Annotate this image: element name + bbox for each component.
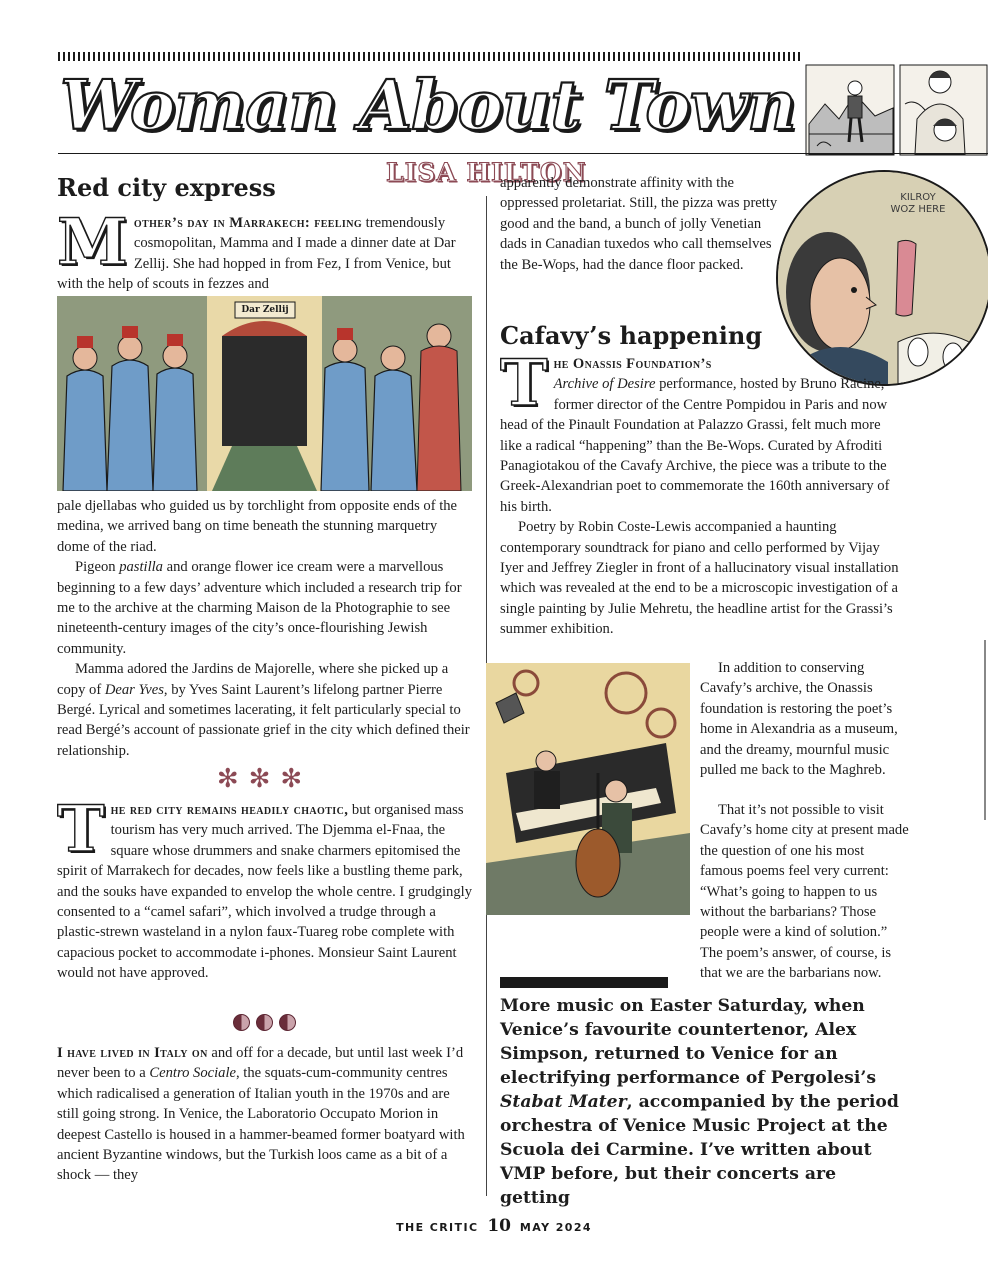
masthead-rule <box>58 153 988 154</box>
dar-zellij-illustration <box>57 296 472 491</box>
right-section-4: The Onassis Foundation’s Archive of Desire performance, hosted by Bruno Racine, former director of the Centre Pompidou in Paris and now head of the Pinault Foundation at Palazzo Grassi, felt much more like a radical “happening” than the Be-Wops. Curated by Afroditi Panagiotakou of the Cavafy Archive, the piece was a tribute to the Greek-Alexandrian poet to commemorate the 160th anniversary of his birth. Poetry by Robin Coste-Lewis accompanied a haunting contemporary soundtrack for piano and cello performed by Vijay Iyer and Jeffrey Ziegler in front of a hallucinatory visual installation which was revealed at the end to be a microscopic investigation of a single painting by Julie Mehretu, the headline artist for the Grassi’s summer exhibition. <box>500 346 899 638</box>
byline: LISA HILTON <box>386 158 587 187</box>
edge-mark <box>984 640 986 820</box>
dar-zellij-sign: Dar Zellij <box>241 305 289 315</box>
left-section-2: The red city remains headily chaotic, but organised mass tourism has very much arrived. The Djemma el-Fnaa, the square whose drummers and snake charmers epitomised the spirit of Marrakech for decades, now feels like a bustling theme park, and the souks have expanded to envelop the whole centre. I grudgingly consented to a “camel safari”, which involved a trudge through a plastic-strewn wasteland in a nylon faux-Tuareg robe complete with capacious pocket to accommodate i-phones. Monsieur Saint Laurent would not have approved. <box>57 792 472 982</box>
section-dots <box>57 1014 472 1035</box>
dot-icon <box>256 1014 273 1031</box>
footer <box>0 1216 988 1236</box>
graffiti-text: KILROY WOZ HERE <box>890 192 946 215</box>
right-cont-paragraph <box>500 173 790 275</box>
section-stars: ✻✻✻ <box>216 764 313 794</box>
drop-cap: T <box>500 346 548 421</box>
drop-cap: M <box>57 205 128 280</box>
left-section-1: Mother’s day in Marrakech: feeling tremendously cosmopolitan, Mamma and I made a dinner date at Dar Zellij. She had hopped in from Fez, I from Venice, but with the help of scouts in fezzes and <box>57 205 456 293</box>
left-section-3: I have lived in Italy on and off for a decade, but until last week I’d never been to a Centro Sociale, the squats-cum-community centres which radicalised a generation of Italian youth in the 1970s and are still going strong. In Venice, the Laboratorio Occupato Morion in deepest Castello is housed in a hammer-beamed former boatyard with ancient Byzantine windows, but the Turkish loos came as a bit of a shock — they <box>57 1045 465 1184</box>
footer-page-number: 10 <box>487 1216 511 1236</box>
footer-date: MAY 2024 <box>519 1221 592 1234</box>
masthead-illustration <box>805 64 988 156</box>
masthead-title: Woman About Town <box>60 66 796 146</box>
dot-icon <box>279 1014 296 1031</box>
right-wrap-paragraph-7: That it’s not possible to visit Cavafy’s home city at present made the question of one his most famous poems feel very current: “What’s going to happen to us without the barbarians? Those people were a kind of solution.” The poem’s answer, of course, is that we are the barbarians now. <box>700 802 909 982</box>
right-headline: Cafavy’s happening <box>500 321 763 350</box>
drop-cap: T <box>57 792 105 867</box>
masthead-tick-rule <box>58 52 800 61</box>
pull-bar <box>500 977 668 988</box>
footer-publication: THE CRITIC <box>396 1221 479 1234</box>
pull-paragraph: More music on Easter Saturday, when Venice’s favourite countertenor, Alex Simpson, returned to Venice for an electrifying performance of Pergolesi’s Stabat Mater, accompanied by the period orchestra of Venice Music Project at the Scuola dei Carmine. I’ve written about VMP before, but their concerts are getting <box>500 996 899 1208</box>
left-headline: Red city express <box>57 173 276 202</box>
right-wrap-paragraphs: In addition to conserving Cavafy’s archive, the Onassis foundation is restoring the poet’s home in Alexandria as a museum, and the dreamy, mournful music pulled me back to the Maghreb. <box>700 660 898 779</box>
left-section-1-cont: pale djellabas who guided us by torchlight from opposite ends of the medina, we arrived bang on time beneath the stunning marquetry dome of the riad. Pigeon pastilla and orange flower ice cream were a marvellous beginning to a few days’ adventure which included a research trip for me to the archive at the charming Maison de la Photographie to see nineteenth-century images of the city’s once-flourishing Jewish community. Mamma adored the Jardins de Majorelle, where she picked up a copy of Dear Yves, by Yves Saint Laurent’s lifelong partner Pierre Bergé. Lyrical and sometimes lacerating, it felt particularly special to read Bergé’s account of passionate grief in the city which defined their relationship. <box>57 498 470 759</box>
dot-icon <box>233 1014 250 1031</box>
right-cont-text: apparently demonstrate affinity with the oppressed proletariat. Still, the pizza was pretty good and the band, a bunch of jolly Venetian dads in Canadian tuxedos who call themselves the Be-Wops, had the dance floor packed. <box>500 175 778 273</box>
